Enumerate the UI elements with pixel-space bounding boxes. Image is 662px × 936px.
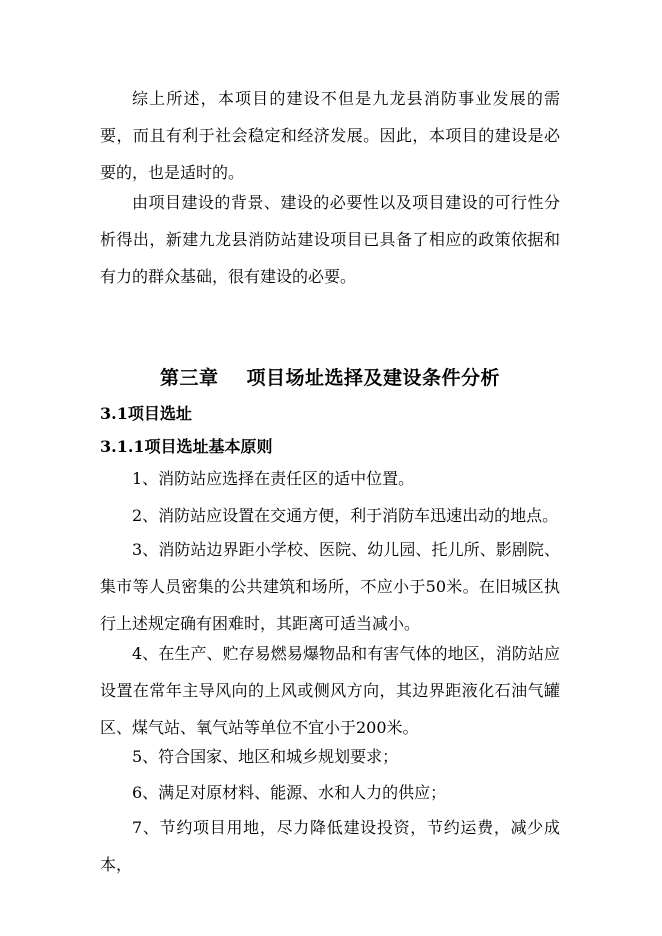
principle-item-7: 7、节约项目用地，尽力降低建设投资，节约运费，减少成本，	[100, 818, 560, 874]
paragraph-conclusion: 综上所述，本项目的建设不但是九龙县消防事业发展的需要，而且有利于社会稳定和经济发展。因此，本项目的建设是必要的，也是适时的。	[100, 89, 560, 182]
subsection-heading: 3.1.1项目选址基本原则	[100, 437, 273, 456]
chapter-title: 项目场址选择及建设条件分析	[246, 367, 501, 389]
section-heading: 3.1项目选址	[100, 404, 192, 423]
principle-item-2: 2、消防站应设置在交通方便，利于消防车迅速出动的地点。	[132, 506, 559, 525]
principle-item-4: 4、在生产、贮存易燃易爆物品和有害气体的地区，消防站应设置在常年主导风向的上风或侧风方向，其边界距液化石油气罐区、煤气站、氧气站等单位不宜小于200米。	[100, 644, 560, 737]
chapter-number: 第三章	[159, 367, 219, 389]
principle-item-6: 6、满足对原材料、能源、水和人力的供应；	[132, 783, 447, 802]
principle-item-1: 1、消防站应选择在责任区的适中位置。	[132, 469, 415, 488]
principle-item-3: 3、消防站边界距小学校、医院、幼儿园、托儿所、影剧院、集市等人员密集的公共建筑和场所，不应小于50米。在旧城区执行上述规定确有困难时，其距离可适当减小。	[100, 540, 560, 633]
chapter-heading	[100, 363, 560, 390]
paragraph-summary: 由项目建设的背景、建设的必要性以及项目建设的可行性分析得出，新建九龙县消防站建设项目已具备了相应的政策依据和有力的群众基础，很有建设的必要。	[100, 193, 560, 286]
principle-item-5: 5、符合国家、地区和城乡规划要求；	[132, 747, 399, 766]
